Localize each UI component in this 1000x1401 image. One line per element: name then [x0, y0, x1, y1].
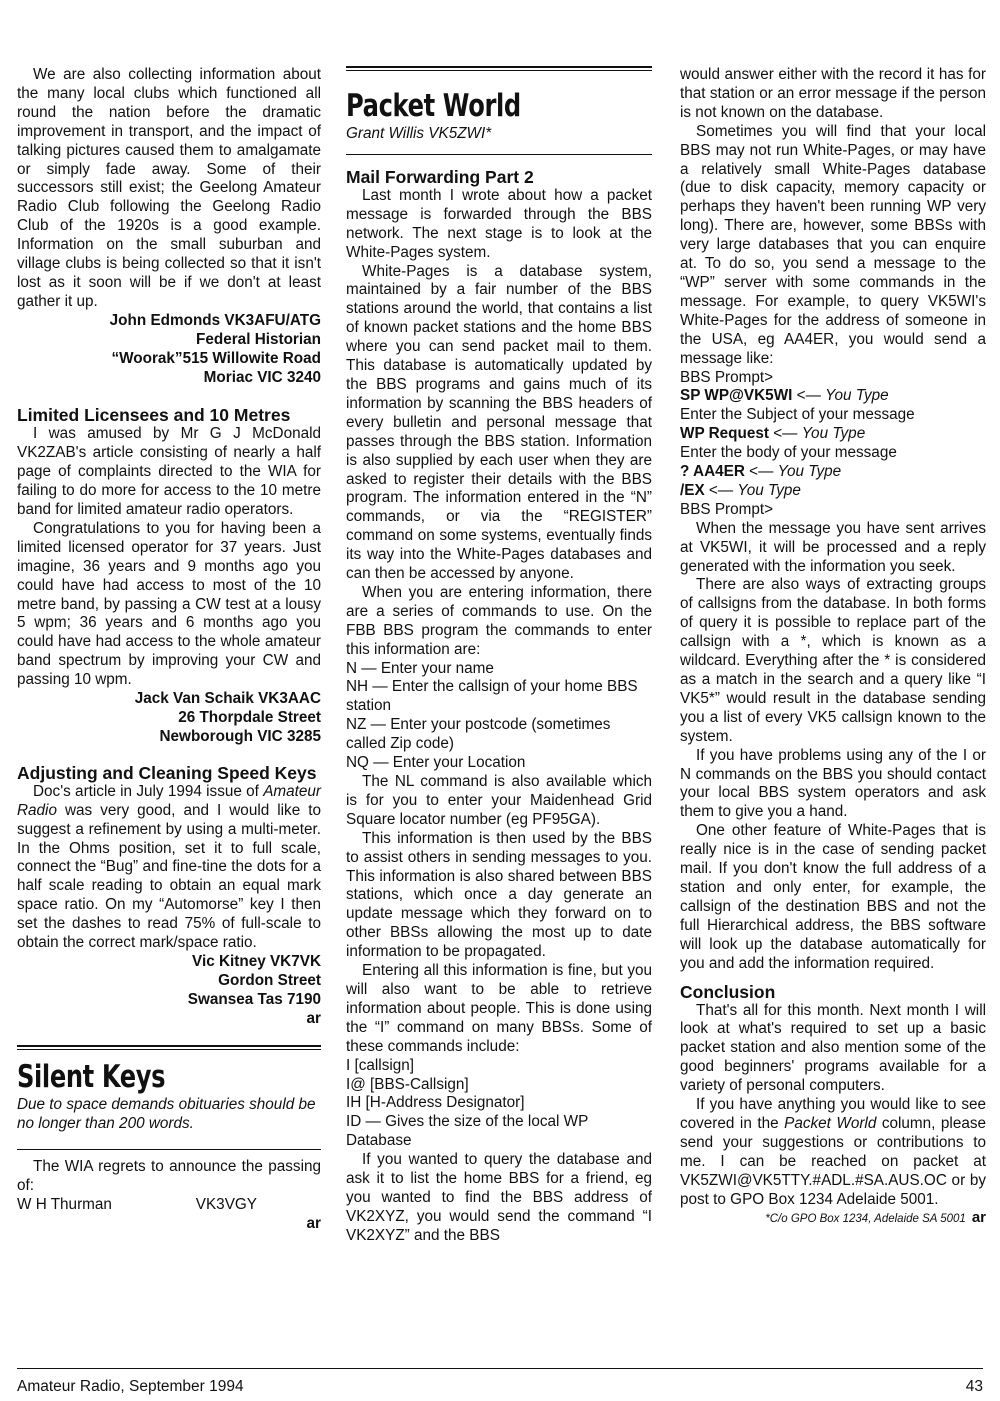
example-note: You Type [737, 481, 801, 499]
signature-van-schaik [17, 690, 321, 747]
example-command: ? AA4ER [680, 463, 745, 481]
packet-paragraph-9: Sometimes you will find that your local BBS may not run White-Pages, or may have a relatively small White-Pages database (due to disk capacity, memory capacity or perhaps they haven't been running WP very long). There are, however, some BBSs with very large databases that you can enquire at. To do so, you send a message to the “WP” server with some commands in the message. For example, to query VK5WI's White-Pages for the address of someone in the USA, eg AA4ER, you would send a message like: [680, 122, 986, 367]
column-middle [346, 66, 652, 1246]
example-line [680, 425, 986, 444]
example-note: You Type [825, 387, 889, 405]
signature-line: Moriac VIC 3240 [203, 368, 321, 386]
wp-example [680, 369, 986, 520]
end-mark: ar [306, 1215, 321, 1233]
packet-paragraph-4: The NL command is also available which is for you to enter your Maidenhead Grid Square locator number (eg PF95GA). [346, 773, 652, 828]
silent-keys-name: W H Thurman [17, 1196, 112, 1214]
page-number: 43 [965, 1378, 983, 1395]
heading-mail-forwarding: Mail Forwarding Part 2 [346, 166, 534, 187]
packet-paragraph-6: Entering all this information is fine, but you will also want to be able to retrieve information about people. This is done using the “I” command on many BBSs. Some of these commands include: [346, 962, 652, 1055]
clubs-paragraph: We are also collecting information about the many local clubs which functioned all round the nation before the dramatic improvement in transport, and the impact of talking pictures caused them to amalgamate or simply fade away. Some of their successors still exist; the Geelong Amateur Radio Club following the Geelong Radio Club of the 1920s is a good example. Information on the small suburban and village clubs is being collected so that it isn't lost as it soon will be if we don't at least gather it up. [17, 66, 321, 310]
adjust-text-a: Doc's article in July 1994 issue of [33, 782, 264, 800]
example-line: BBS Prompt> [680, 368, 774, 386]
packet-paragraph-2: White-Pages is a database system, maintained by a fair number of the BBS stations around the world, that contains a list of known packet stations and the home BBS where you can send packet mail to them. This database is automatically updated by the BBS programs and gains much of its information by scanning the BBS headers of every bulletin and personal message that passes through the BBS station. Information is also supplied by each user when they are asked to register their details with the BBS program. The information entered in the “N” commands, or via the “REGISTER” command on some systems, eventually finds its way into the White-Pages databases and can then be accessed by anyone. [346, 262, 652, 583]
signature-line: Newborough VIC 3285 [159, 727, 321, 745]
example-line [680, 482, 986, 501]
conclusion-paragraph-1: That's all for this month. Next month I will look at what's required to set up a basic packet station and also mention some of the good beginners' programs available for a variety of personal computers. [680, 1001, 986, 1095]
signature-line: Jack Van Schaik VK3AAC [134, 690, 321, 708]
packet-paragraph-12: If you have problems using any of the I or N commands on the BBS you should contact your local BBS system operators and ask them to give you a hand. [680, 746, 986, 821]
silent-keys-rule [17, 1149, 321, 1150]
command-line: IH [H-Address Designator] [346, 1094, 525, 1112]
example-arrow: <— [768, 425, 802, 443]
signature-line: Swansea Tas 7190 [187, 990, 321, 1008]
example-command: /EX [680, 481, 705, 499]
example-line: Enter the body of your message [680, 444, 897, 462]
signature-line: 26 Thorpdale Street [178, 709, 321, 726]
packet-paragraph-5: This information is then used by the BBS to assist others in sending messages to you. This information is also shared between BBS stations, which once a day generate an update message which they forward on to other BBSs allowing the most up to date information to be propagated. [346, 829, 652, 961]
example-arrow: <— [792, 387, 826, 405]
column-right [680, 66, 986, 1229]
silent-keys-subtitle: Due to space demands obituaries should be no longer than 200 words. [17, 1095, 316, 1132]
silent-keys-paragraph: The WIA regrets to announce the passing of: [17, 1158, 321, 1195]
heading-adjusting-keys: Adjusting and Cleaning Speed Keys [17, 762, 317, 783]
header-divider [346, 66, 652, 71]
packet-world-title: Packet World [346, 88, 521, 124]
signature-line: Vic Kitney VK7VK [192, 952, 321, 970]
command-line: NH — Enter the callsign of your home BBS station [346, 678, 638, 715]
signature-line: Federal Historian [196, 330, 321, 348]
signature-line: John Edmonds VK3AFU/ATG [109, 311, 321, 329]
byline: Grant Willis VK5ZWI* [346, 125, 492, 142]
footnote-text: *C/o GPO Box 1234, Adelaide SA 5001 [765, 1213, 966, 1226]
author-footnote [680, 1209, 986, 1229]
example-line [680, 463, 986, 482]
command-line: I [callsign] [346, 1056, 415, 1074]
silent-keys-entry [17, 1196, 257, 1215]
command-line: ID — Gives the size of the local WP Database [346, 1113, 589, 1150]
command-line: NQ — Enter your Location [346, 754, 526, 772]
conclusion-text-italic: Packet World [784, 1114, 877, 1132]
command-line: NZ — Enter your postcode (sometimes called Zip code) [346, 716, 611, 753]
section-divider [17, 1045, 321, 1050]
limited-paragraph-1: I was amused by Mr G J McDonald VK2ZAB's article consisting of nearly a half page of complaints directed to the WIA for failing to do more for access to the 10 metre band for limited amateur radio operators. [17, 425, 321, 519]
packet-paragraph-8: would answer either with the record it has for that station or an error message if the person is not known on the database. [680, 66, 986, 121]
signature-line: Gordon Street [218, 971, 321, 989]
command-line: I@ [BBS-Callsign] [346, 1075, 469, 1093]
byline-rule [346, 154, 652, 155]
silent-keys-callsign: VK3VGY [195, 1196, 257, 1214]
signature-line: “Woorak”515 Willowite Road [111, 349, 321, 367]
example-arrow: <— [744, 463, 778, 481]
footer-rule [17, 1368, 983, 1369]
example-arrow: <— [704, 481, 738, 499]
conclusion-paragraph-2 [680, 1096, 986, 1209]
end-mark: ar [971, 1209, 986, 1227]
signature-edmonds [17, 312, 321, 388]
signature-kitney [17, 953, 321, 1029]
example-note: You Type [801, 425, 866, 443]
packet-paragraph-13: One other feature of White-Pages that is really nice is in the case of sending packet mail. If you don't know the full address of a station and only enter, for example, the callsign of the destination BBS and not the full Hierarchical address, the BBS software will look up the database automatically for you and add the information required. [680, 822, 986, 972]
limited-paragraph-2: Congratulations to you for having been a limited licensed operator for 37 years. Just imagine, 36 years and 9 months ago you could have had access to most of the 10 metre band, by passing a CW test at a lousy 5 wpm; 36 years and 6 months ago you could have had access to the whole amateur band spectrum by improving your CW and passing 10 wpm. [17, 519, 321, 689]
footer-publication: Amateur Radio, September 1994 [17, 1378, 244, 1395]
silent-keys-title: Silent Keys [17, 1058, 166, 1095]
heading-conclusion: Conclusion [680, 981, 776, 1002]
adjust-paragraph [17, 783, 321, 953]
example-line [680, 387, 986, 406]
packet-paragraph-7: If you wanted to query the database and ask it to list the home BBS for a friend, eg you wanted to find the BBS address of VK2XYZ, you would send the command “I VK2XYZ” and the BBS [346, 1151, 652, 1244]
command-line: N — Enter your name [346, 659, 494, 677]
end-mark: ar [306, 1009, 321, 1027]
packet-paragraph-3: When you are entering information, there are a series of commands to use. On the FBB BBS program the commands to enter this information are: [346, 583, 652, 658]
conclusion-text-a: If you have anything you would like to see covered in the [680, 1096, 986, 1132]
packet-paragraph-10: When the message you have sent arrives at VK5WI, it will be processed and a reply generated with the information you seek. [680, 519, 986, 575]
adjust-text-b: was very good, and I would like to suggest a refinement by using a multi-meter. In the Ohms position, set it to full scale, connect the “Bug” and fine-tine the dots for a half scale reading to obtain an equal mark space ratio. On my “Automorse” key I then set the dashes to read 75% of full-scale to obtain the correct mark/space ratio. [17, 801, 321, 952]
example-command: WP Request [680, 425, 769, 443]
packet-paragraph-11: There are also ways of extracting groups of callsigns from the database. In both forms of query it is possible to replace part of the callsign with a *, which is known as a wildcard. Everything after the * is considered as a match in the search and a query like “I VK5*” would result in the database sending you a list of every VK5 callsign known to the system. [680, 576, 986, 745]
conclusion-text-b: column, please send your suggestions or contributions to me. I can be reached on packet at VK5ZWI@VK5TTY.#ADL.#SA.AUS.OC or by post to GPO Box 1234 Adelaide 5001. [680, 1114, 986, 1208]
adjust-text-italic: Amateur Radio [17, 782, 321, 819]
example-note: You Type [777, 463, 842, 481]
heading-limited-licensees: Limited Licensees and 10 Metres [17, 405, 291, 426]
column-left [17, 66, 321, 1234]
example-line: Enter the Subject of your message [680, 406, 915, 424]
example-command: SP WP@VK5WI [680, 387, 793, 405]
packet-paragraph-1: Last month I wrote about how a packet message is forwarded through the BBS network. The next stage is to look at the White-Pages system. [346, 186, 652, 261]
example-line: BBS Prompt> [680, 500, 774, 518]
